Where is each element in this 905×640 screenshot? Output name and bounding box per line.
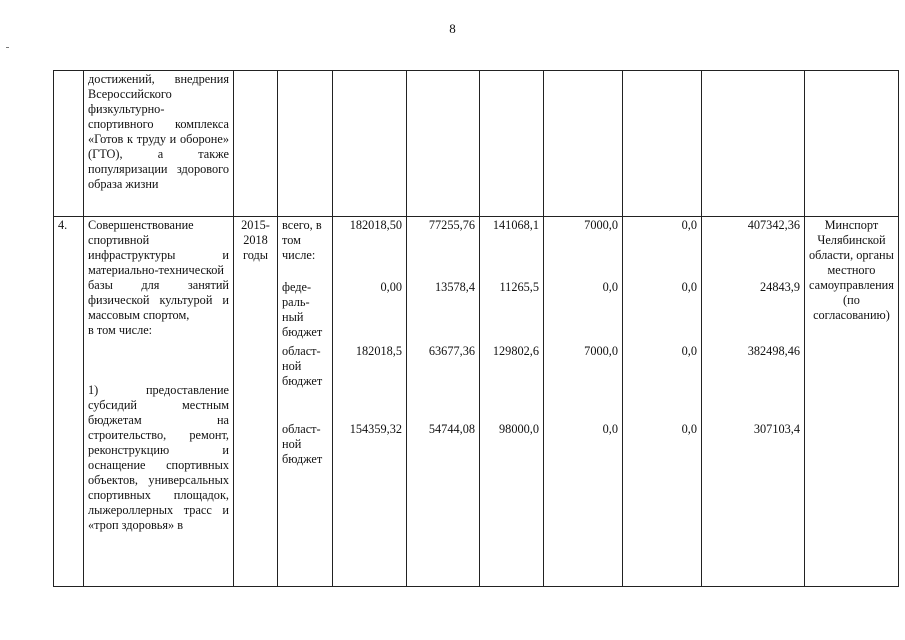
cell-executor (805, 217, 899, 587)
page-number: 8 (449, 21, 456, 36)
cell-2016 (407, 217, 480, 587)
subactivity-name: 1) предоставление субсидий местным бюджетам на строительство, ремонт, реконструкцию и оснащение спортивных объектов, универсальных спортивных площадок, лыжероллерных трасс и «троп здоровья» в (88, 383, 229, 532)
value-federal-2019: 0,0 (681, 280, 697, 294)
cell-executor (805, 71, 899, 217)
cell-2015 (333, 217, 407, 587)
budget-table (53, 70, 899, 587)
cell-years (234, 217, 278, 587)
source-regional: област-ной бюджет (282, 344, 323, 388)
value-total-2016: 77255,76 (428, 218, 475, 232)
cell-2016 (407, 71, 480, 217)
value-federal-2016: 13578,4 (435, 280, 475, 294)
value-sub-2017: 98000,0 (499, 422, 539, 436)
value-federal-2015: 0,00 (380, 280, 402, 294)
value-sub-2018: 0,0 (602, 422, 618, 436)
source-sub-regional: област-ной бюджет (282, 422, 323, 466)
value-sub-2016: 54744,08 (428, 422, 475, 436)
row-number: 4. (54, 217, 84, 587)
value-regional-2017: 129802,6 (492, 344, 539, 358)
value-federal-2017: 11265,5 (499, 280, 539, 294)
value-total-2019: 0,0 (681, 218, 697, 232)
cell-2019 (623, 71, 702, 217)
activity-name-tail: в том числе: (88, 323, 153, 337)
cell-activity-name (84, 217, 234, 587)
activity-name-continuation: достижений, внедрения Всероссийского физкультурно-спортивного комплекса «Готов к труду и обороне» (ГТО), а также популяризации здорового образа жизни (88, 72, 229, 191)
value-total-sum: 407342,36 (747, 218, 800, 232)
value-total-2015: 182018,50 (349, 218, 402, 232)
value-total-2018: 7000,0 (584, 218, 618, 232)
cell-total (702, 217, 805, 587)
value-regional-2019: 0,0 (681, 344, 697, 358)
table-row-4 (54, 217, 899, 587)
scan-edge-mark (6, 47, 9, 48)
value-sub-sum: 307103,4 (753, 422, 800, 436)
cell-2018 (544, 217, 623, 587)
value-sub-2015: 154359,32 (349, 422, 402, 436)
cell-num (54, 71, 84, 217)
cell-activity-name (84, 71, 234, 217)
cell-source (278, 217, 333, 587)
value-total-2017: 141068,1 (492, 218, 539, 232)
cell-2018 (544, 71, 623, 217)
table-row-continuation (54, 71, 899, 217)
cell-2019 (623, 217, 702, 587)
cell-2017 (480, 71, 544, 217)
value-regional-2018: 7000,0 (584, 344, 618, 358)
value-regional-sum: 382498,46 (747, 344, 800, 358)
cell-total (702, 71, 805, 217)
cell-2015 (333, 71, 407, 217)
cell-source (278, 71, 333, 217)
source-total: всего, в том числе: (282, 218, 322, 262)
cell-years (234, 71, 278, 217)
value-federal-2018: 0,0 (602, 280, 618, 294)
source-federal: феде-раль-ный бюджет (282, 280, 323, 339)
activity-name: Совершенствование спортивной инфраструктуры и материально-технической базы для занятий физической культурой и массовым спортом, (88, 218, 229, 322)
executor: Минспорт Челябинской области, органы местного самоуправления (по согласованию) (809, 218, 894, 322)
value-sub-2019: 0,0 (681, 422, 697, 436)
cell-2017 (480, 217, 544, 587)
value-regional-2015: 182018,5 (355, 344, 402, 358)
value-regional-2016: 63677,36 (428, 344, 475, 358)
years: 2015-2018 годы (241, 218, 270, 262)
value-federal-sum: 24843,9 (760, 280, 800, 294)
